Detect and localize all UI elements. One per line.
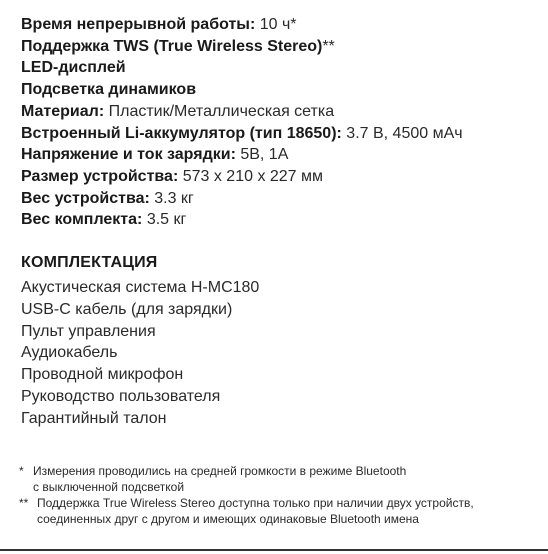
spec-row	[21, 36, 541, 58]
spec-row	[21, 14, 541, 36]
kit-item: Проводной микрофон	[21, 366, 184, 384]
kit-item: Руководство пользователя	[21, 387, 221, 405]
kit-item: Пульт управления	[21, 322, 156, 340]
spec-row	[21, 123, 541, 145]
footnote-text: Поддержка True Wireless Stereo доступна только при наличии двух устройств, соединенных друг с другом и имеющих одинаковые Bluetooth имена	[37, 496, 474, 526]
spec-key: Встроенный Li-аккумулятор (тип 18650):	[21, 124, 342, 142]
spec-row	[21, 79, 541, 101]
footnote-mark: *	[19, 464, 24, 478]
kit-list	[21, 277, 259, 430]
spec-key: Время непрерывной работы:	[21, 16, 256, 33]
spec-value: 3.3 кг	[149, 189, 194, 207]
spec-value: 573 х 210 х 227 мм	[178, 167, 324, 185]
spec-row	[21, 209, 541, 231]
spec-key: Вес устройства:	[21, 189, 150, 207]
footnote	[19, 464, 544, 495]
spec-value: 3.5 кг	[142, 211, 187, 229]
footnote	[19, 496, 544, 527]
footnote-mark: **	[19, 496, 29, 511]
spec-key: LED-дисплей	[21, 59, 126, 77]
bottom-divider	[0, 549, 548, 551]
spec-row	[21, 166, 541, 188]
spec-value: 10 ч*	[255, 16, 297, 33]
spec-row	[21, 144, 541, 166]
spec-value: Пластик/Металлическая сетка	[104, 102, 335, 120]
kit-title: КОМПЛЕКТАЦИЯ	[21, 254, 158, 271]
spec-value: 5В, 1А	[235, 146, 289, 164]
kit-item: Гарантийный талон	[21, 409, 167, 427]
spec-key: Материал:	[21, 102, 105, 120]
spec-key: Поддержка TWS (True Wireless Stereo)	[21, 37, 323, 55]
kit-item: USB-C кабель (для зарядки)	[21, 300, 233, 318]
spec-key: Напряжение и ток зарядки:	[21, 146, 236, 164]
spec-key: Вес комплекта:	[21, 211, 143, 229]
kit-item: Акустическая система H-MC180	[21, 279, 260, 296]
spec-key: Размер устройства:	[21, 167, 179, 185]
spec-value: **	[322, 37, 335, 55]
footnote-text: Измерения проводились на средней громкости в режиме Bluetooth с выключенной подсветкой	[33, 464, 407, 494]
spec-row	[21, 188, 541, 210]
specs-list	[21, 14, 541, 231]
spec-value: 3.7 В, 4500 мАч	[341, 124, 463, 142]
spec-row	[21, 101, 541, 123]
kit-item: Аудиокабель	[21, 344, 118, 362]
spec-key: Подсветка динамиков	[21, 81, 197, 99]
spec-row	[21, 57, 541, 79]
footnotes	[19, 464, 544, 527]
